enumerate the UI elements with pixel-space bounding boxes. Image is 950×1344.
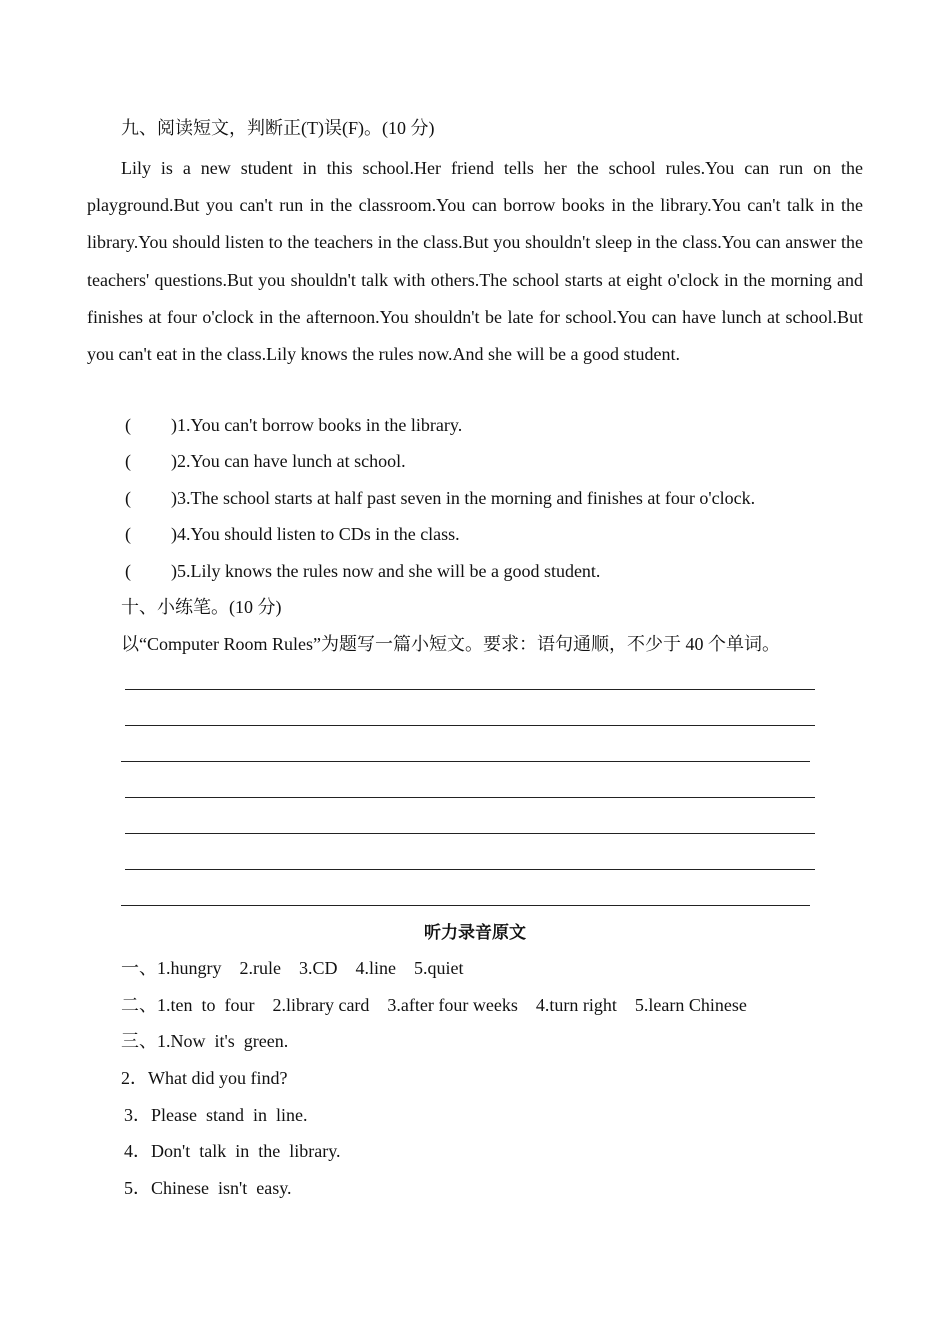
tf-item-4 (125, 522, 460, 546)
transcript-part-3-item-1: 三、1.Now it's green. (121, 1031, 289, 1051)
transcript-part-3-item-4: 4．Don't talk in the library. (124, 1141, 341, 1161)
writing-prompt: 以“Computer Room Rules”为题写一篇小短文。要求：语句通顺，不少于 40 个单词。 (121, 634, 780, 654)
transcript-part-3-item-5: 5．Chinese isn't easy. (124, 1178, 292, 1198)
writing-line-2[interactable] (125, 725, 815, 726)
tf-item-3 (125, 486, 755, 510)
answer-blank[interactable]: ( (125, 488, 131, 508)
tf-item-text: )2.You can have lunch at school. (171, 451, 406, 471)
tf-item-text: )4.You should listen to CDs in the class. (171, 524, 460, 544)
writing-line-6[interactable] (125, 869, 815, 870)
tf-item-text: )3.The school starts at half past seven in the morning and finishes at four o'clock. (171, 488, 756, 508)
answer-blank[interactable]: ( (125, 451, 131, 471)
transcript-title: 听力录音原文 (424, 923, 526, 943)
tf-item-text: )1.You can't borrow books in the library. (171, 415, 463, 435)
tf-item-2 (125, 449, 406, 473)
transcript-part-3-item-2: 2．What did you find? (121, 1068, 288, 1088)
section-10-heading: 十、小练笔。(10 分) (121, 597, 282, 617)
reading-passage: Lily is a new student in this school.Her friend tells her the school rules.You can run on the playground.But you can't run in the classroom.You can borrow books in the library.You can't talk in the library.You should listen to the teachers in the class.But you shouldn't sleep in the class.You can answer the teachers' questions.But you shouldn't talk with others.The school starts at eight o'clock in the morning and finishes at four o'clock in the afternoon.You shouldn't be late for school.You can have lunch at school.But you can't eat in the class.Lily knows the rules now.And she will be a good student. (87, 158, 863, 365)
tf-item-5 (125, 559, 600, 583)
transcript-part-1: 一、1.hungry 2.rule 3.CD 4.line 5.quiet (121, 958, 464, 978)
writing-line-3[interactable] (121, 761, 810, 762)
writing-line-5[interactable] (125, 833, 815, 834)
tf-item-1 (125, 413, 462, 437)
writing-line-4[interactable] (125, 797, 815, 798)
tf-item-text: )5.Lily knows the rules now and she will be a good student. (171, 561, 601, 581)
answer-blank[interactable]: ( (125, 524, 131, 544)
writing-line-7[interactable] (121, 905, 810, 906)
transcript-part-3-item-3: 3．Please stand in line. (124, 1105, 308, 1125)
answer-blank[interactable]: ( (125, 415, 131, 435)
writing-line-1[interactable] (125, 689, 815, 690)
transcript-part-2: 二、1.ten to four 2.library card 3.after four weeks 4.turn right 5.learn Chinese (121, 995, 747, 1015)
section-9-heading: 九、阅读短文，判断正(T)误(F)。(10 分) (121, 118, 435, 138)
answer-blank[interactable]: ( (125, 561, 131, 581)
